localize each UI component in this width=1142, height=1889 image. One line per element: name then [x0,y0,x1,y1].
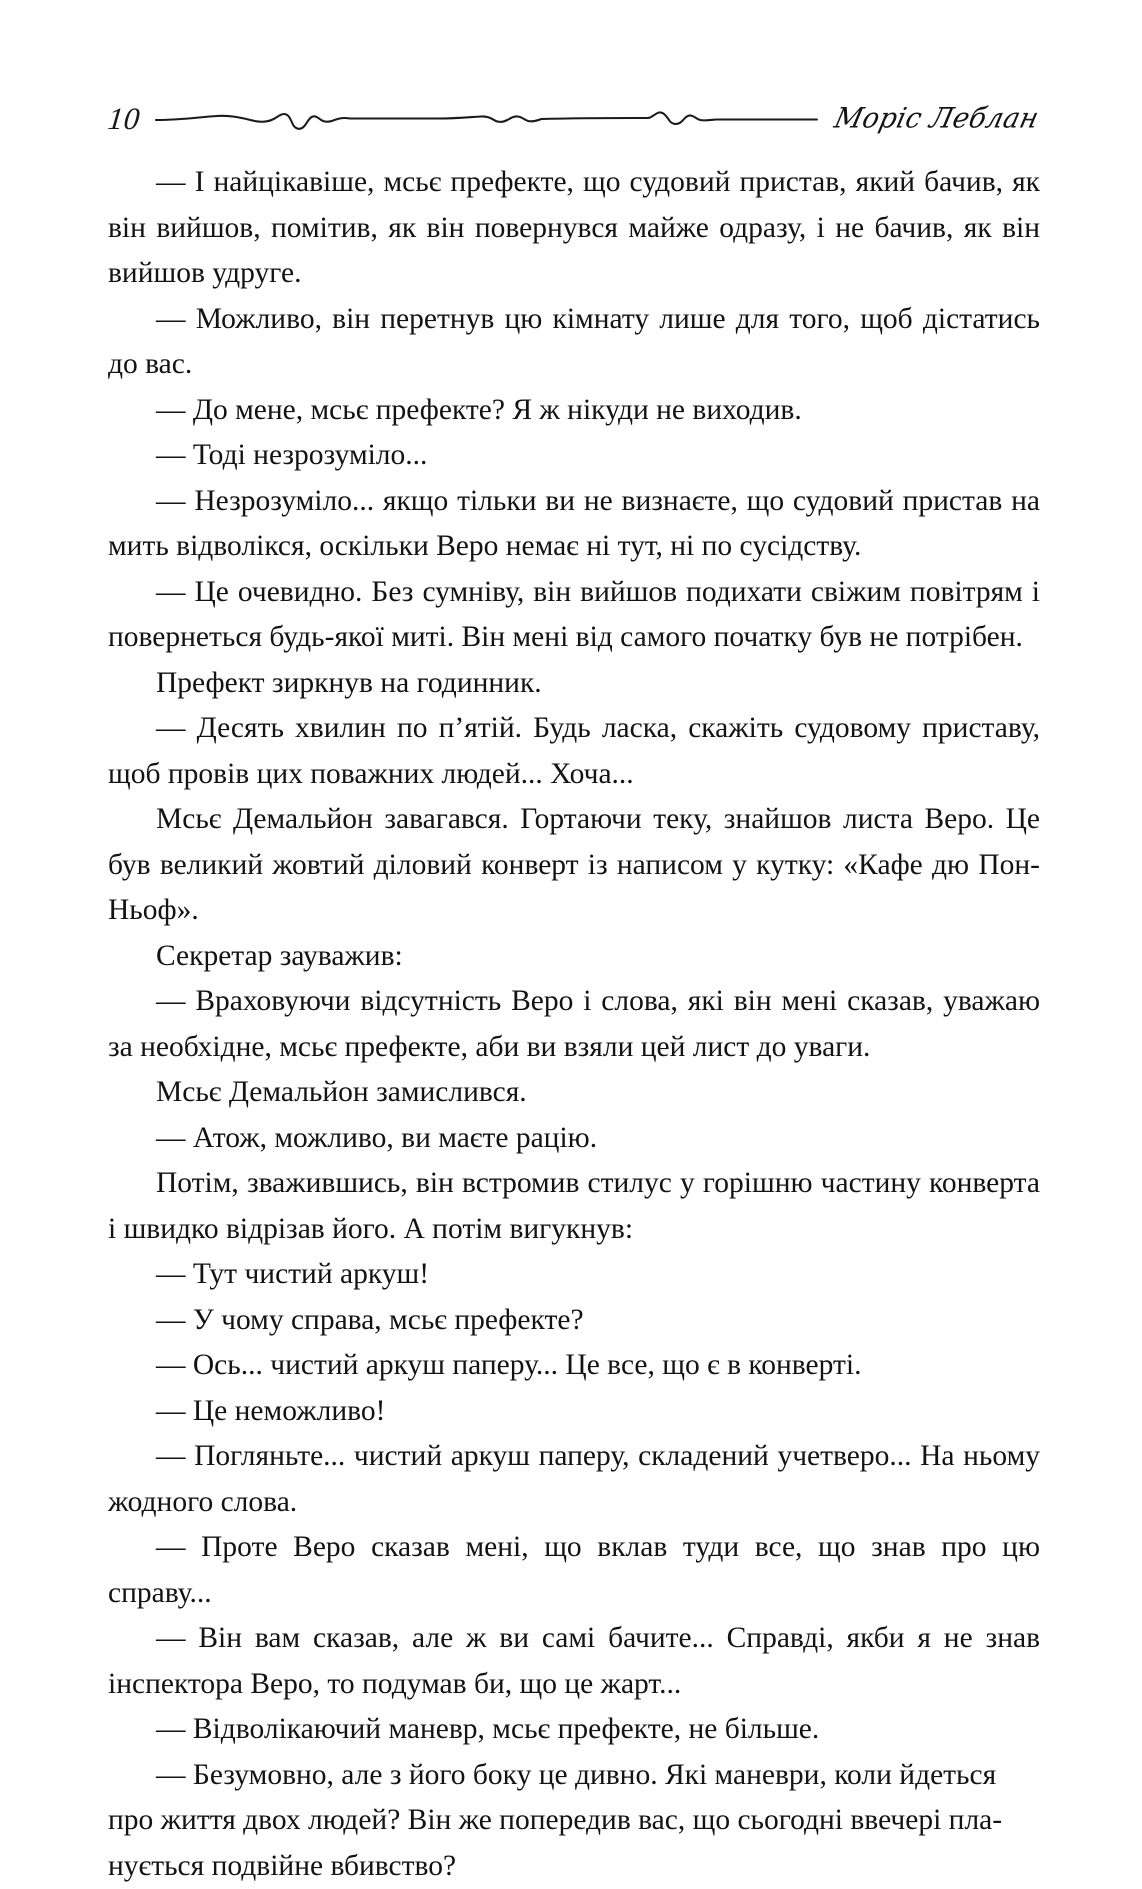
paragraph: — Враховуючи відсутність Веро і слова, які він мені сказав, уважаю за необхідне, мсьє префекте, аби ви взяли цей лист до уваги. [108,979,1040,1070]
paragraph: — Ось... чистий аркуш паперу... Це все, що є в конверті. [108,1343,1040,1389]
paragraph: — Десять хвилин по п’ятій. Будь ласка, скажіть судовому приставу, щоб провів цих поважних людей... Хоча... [108,706,1040,797]
body-text-block [108,160,1040,1889]
paragraph: — Тут чистий аркуш! [108,1252,1040,1298]
paragraph: Мсьє Демальйон завагався. Гортаючи теку, знайшов листа Веро. Це був великий жовтий діловий конверт із написом у кутку: «Кафе дю Пон-Ньоф». [108,797,1040,934]
paragraph: Потім, зважившись, він встромив стилус у горішню частину конверта і швидко відрізав його. А потім вигукнув: [108,1161,1040,1252]
paragraph: — Він вам сказав, але ж ви самі бачите... Справді, якби я не знав інспектора Веро, то подумав би, що це жарт... [108,1616,1040,1707]
paragraph: — У чому справа, мсьє префекте? [108,1298,1040,1344]
paragraph: — Тоді незрозуміло... [108,433,1040,479]
paragraph: — Проте Веро сказав мені, що вклав туди все, що знав про цю справу... [108,1525,1040,1616]
paragraph: — Атож, можливо, ви маєте рацію. [108,1116,1040,1162]
paragraph: — Відволікаючий маневр, мсьє префекте, не більше. [108,1707,1040,1753]
paragraph: — Це неможливо! [108,1389,1040,1435]
paragraph: — До мене, мсьє префекте? Я ж нікуди не виходив. [108,388,1040,434]
paragraph: Мсьє Демальйон замислився. [108,1070,1040,1116]
wavy-rule-ornament-icon [154,96,819,140]
page-number: 10 [106,103,155,134]
running-head [108,92,1038,144]
paragraph: — Погляньте... чистий аркуш паперу, складений учетверо... На ньому жодного слова. [108,1434,1040,1525]
paragraph: — Безумовно, але з його боку це дивно. Які маневри, коли йдеться про життя двох людей? Він же попередив вас, що сьогодні ввечері планується подвійне вбивство? [108,1753,1040,1889]
author-running-head: Моріс Леблан [816,104,1042,132]
paragraph: Префект зиркнув на годинник. [108,661,1040,707]
paragraph: — Незрозуміло... якщо тільки ви не визнаєте, що судовий пристав на мить відволікся, оскільки Веро немає ні тут, ні по сусідству. [108,479,1040,570]
paragraph: Секретар зауважив: [108,934,1040,980]
paragraph: — Це очевидно. Без сумніву, він вийшов подихати свіжим повітрям і повернеться будь-якої миті. Він мені від самого початку був не потрібен. [108,570,1040,661]
paragraph: — І найцікавіше, мсьє префекте, що судовий пристав, який бачив, як він вийшов, помітив, як він повернувся майже одразу, і не бачив, як він вийшов удруге. [108,160,1040,297]
paragraph: — Можливо, він перетнув цю кімнату лише для того, щоб дістатись до вас. [108,297,1040,388]
